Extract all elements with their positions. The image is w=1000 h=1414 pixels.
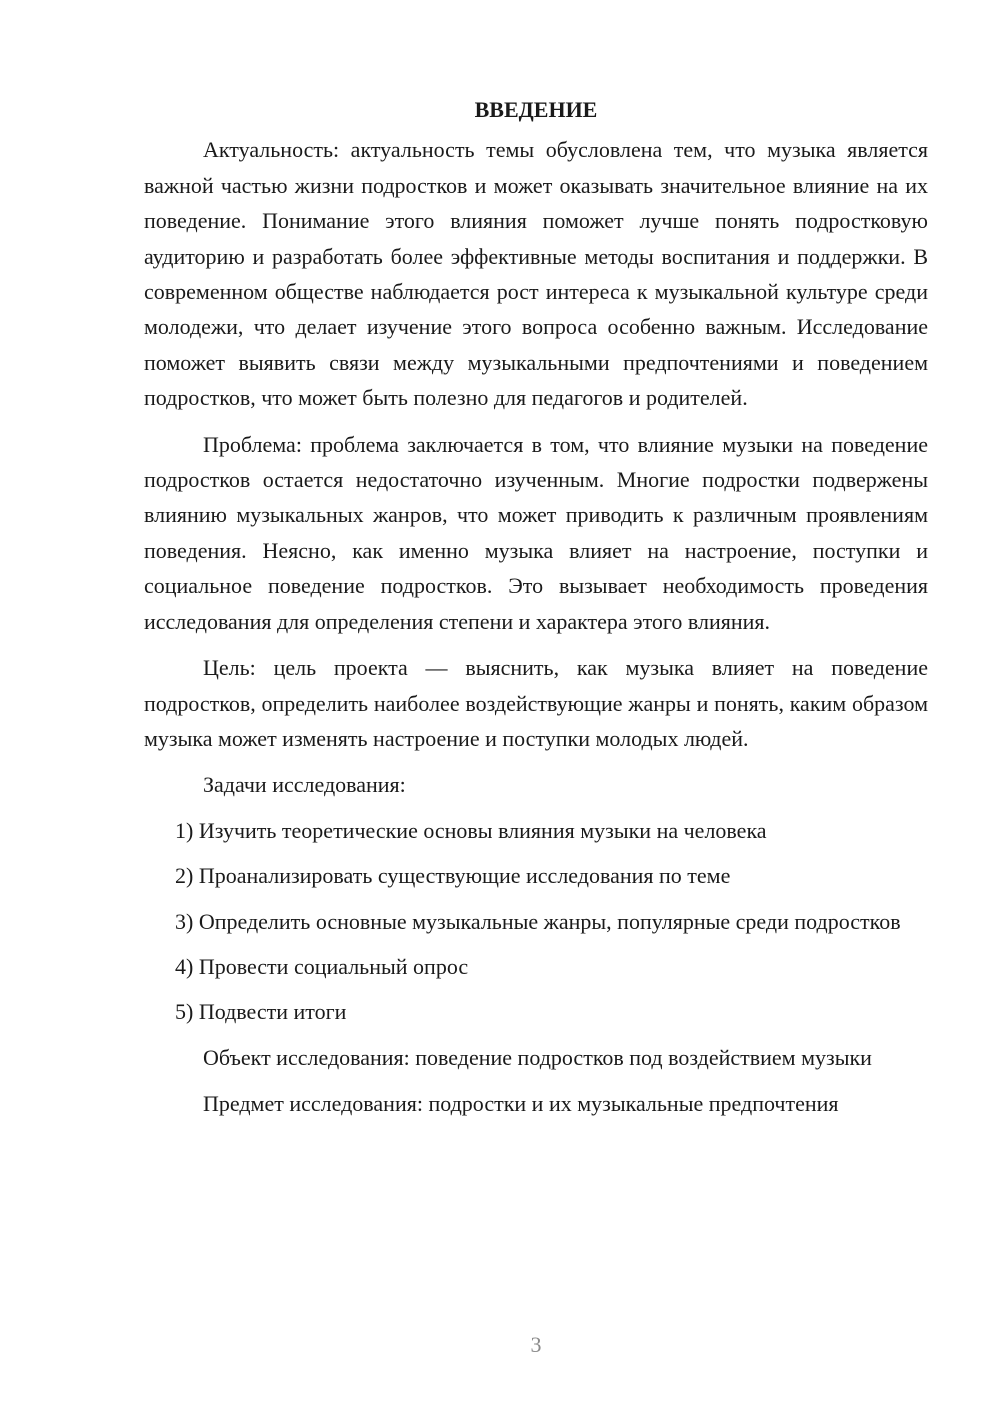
relevance-paragraph: Актуальность: актуальность темы обусловлена тем, что музыка является важной частью жизни подростков и может оказывать значительное влияние на их поведение. Понимание этого влияния поможет лучше понять подростковую аудиторию и разработать более эффективные методы воспитания и поддержки. В современном обществе наблюдается рост интереса к музыкальной культуре среди молодежи, что делает изучение этого вопроса особенно важным. Исследование поможет выявить связи между музыкальными предпочтениями и поведением подростков, что может быть полезно для педагогов и родителей.: [144, 137, 928, 411]
task-item: 5) Подвести итоги: [175, 999, 347, 1025]
research-object-paragraph: Объект исследования: поведение подростков под воздействием музыки: [203, 1044, 872, 1070]
problem-paragraph: Проблема: проблема заключается в том, что влияние музыки на поведение подростков остается недостаточно изученным. Многие подростки подвержены влиянию музыкальных жанров, что может приводить к различным проявлениям поведения. Неясно, как именно музыка влияет на настроение, поступки и социальное поведение подростков. Это вызывает необходимость проведения исследования для определения степени и характера этого влияния.: [144, 431, 928, 634]
task-item: 2) Проанализировать существующие исследования по теме: [175, 863, 731, 889]
page-number: 3: [530, 1332, 542, 1357]
task-item: 3) Определить основные музыкальные жанры, популярные среди подростков: [175, 908, 901, 934]
goal-paragraph: Цель: цель проекта — выяснить, как музыка влияет на поведение подростков, определить наиболее воздействующие жанры и понять, каким образом музыка может изменять настроение и поступки молодых людей.: [144, 655, 928, 751]
task-item: 1) Изучить теоретические основы влияния музыки на человека: [175, 817, 767, 843]
page-title: ВВЕДЕНИЕ: [474, 97, 598, 122]
task-item: 4) Провести социальный опрос: [175, 953, 469, 979]
tasks-heading: Задачи исследования:: [203, 772, 406, 798]
research-subject-paragraph: Предмет исследования: подростки и их музыкальные предпочтения: [203, 1091, 839, 1117]
page-content: [144, 92, 928, 1133]
